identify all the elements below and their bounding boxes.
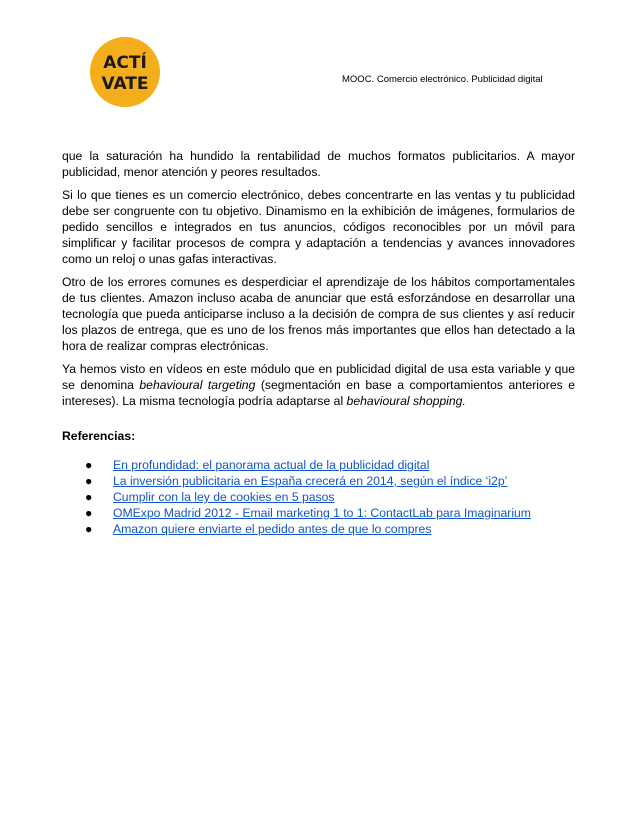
bullet-icon: ●	[85, 522, 93, 536]
reference-item	[85, 521, 575, 537]
bullet-icon: ●	[85, 490, 93, 504]
logo-text-line2: VATE	[101, 74, 149, 94]
reference-item	[85, 473, 575, 489]
paragraph-4-text-a: Ya hemos visto en vídeos en este módulo que en publicidad digital de usa esta variable y que se denomina	[62, 362, 575, 392]
reference-link-1[interactable]: En profundidad: el panorama actual de la publicidad digital	[113, 458, 430, 472]
header-title: MOOC. Comercio electrónico. Publicidad digital	[342, 74, 543, 85]
paragraph-4-text-b: (segmentación en base a comportamientos anteriores e intereses). La misma tecnología podría adaptarse al	[62, 378, 575, 408]
bullet-icon: ●	[85, 458, 93, 472]
paragraph-2: Si lo que tienes es un comercio electrónico, debes concentrarte en las ventas y tu publicidad debe ser congruente con tu objetivo. Dinamismo en la exhibición de imágenes, formularios de pedido sencillos e integrados en tus anuncios, códigos reconocibles por un móvil para simplificar y facilitar procesos de compra y adaptación a tendencias y avances innovadores como un reloj o unas gafas interactivas.	[62, 188, 575, 266]
reference-item	[85, 457, 575, 473]
bullet-icon: ●	[85, 506, 93, 520]
document-body	[62, 148, 575, 537]
reference-item	[85, 505, 575, 521]
paragraph-1: que la saturación ha hundido la rentabilidad de muchos formatos publicitarios. A mayor publicidad, menor atención y peores resultados.	[62, 149, 575, 179]
behavioural-targeting-term: behavioural targeting	[139, 378, 256, 392]
behavioural-shopping-term: behavioural shopping.	[346, 394, 466, 408]
reference-link-3[interactable]: Cumplir con la ley de cookies en 5 pasos	[113, 490, 335, 504]
logo-text-line1: ACTÍ	[103, 53, 147, 73]
reference-link-5[interactable]: Amazon quiere enviarte el pedido antes de que lo compres	[113, 522, 432, 536]
paragraph-3: Otro de los errores comunes es desperdiciar el aprendizaje de los hábitos comportamentales de tus clientes. Amazon incluso acaba de anunciar que está esforzándose en desarrollar una tecnología que pueda anticiparse incluso a la decisión de compra de sus clientes y así reducir los plazos de entrega, que es uno de los frenos más importantes que ellos han detectado a la hora de realizar compras electrónicas.	[62, 275, 575, 353]
paragraph-4	[62, 361, 575, 409]
references-list	[62, 457, 575, 537]
reference-item	[85, 489, 575, 505]
bullet-icon: ●	[85, 474, 93, 488]
reference-link-2[interactable]: La inversión publicitaria en España crecerá en 2014, según el índice ‘i2p’	[113, 474, 508, 488]
activate-logo	[90, 37, 160, 107]
references-heading: Referencias:	[62, 429, 136, 443]
reference-link-4[interactable]: OMExpo Madrid 2012 - Email marketing 1 to 1: ContactLab para Imaginarium	[113, 506, 531, 520]
